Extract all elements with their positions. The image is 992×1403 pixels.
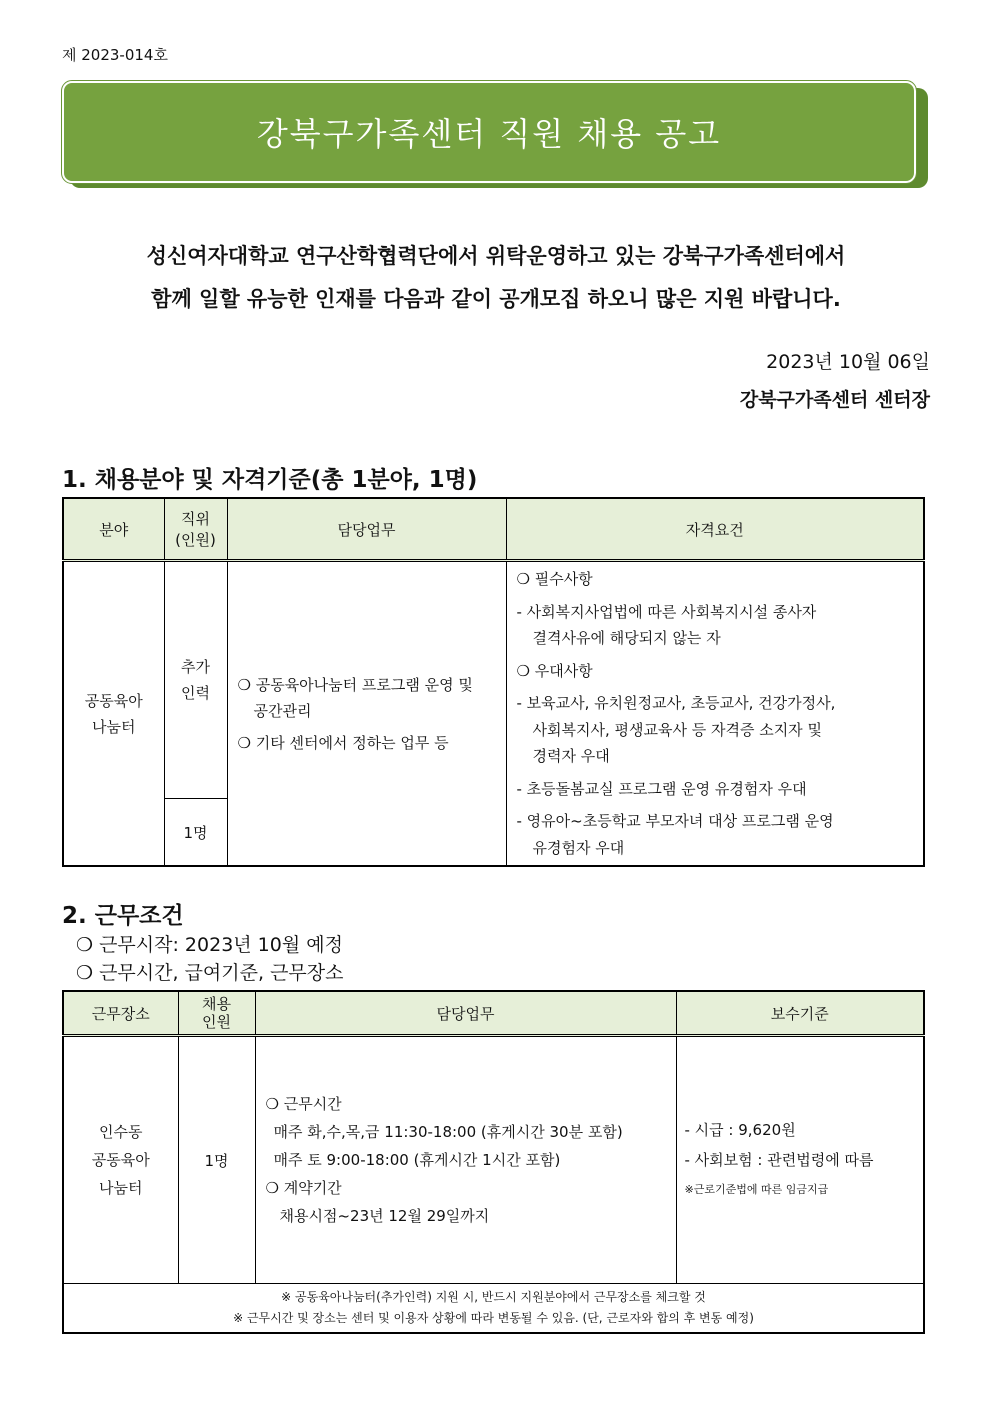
notes-cell (63, 1284, 924, 1334)
work-duties-cell (255, 1036, 676, 1284)
qualification-line: 유경험자 우대 (532, 838, 625, 857)
pay-cell (676, 1036, 924, 1284)
header-hire-line2: 인원 (202, 1013, 231, 1031)
header-position-line1: 직위 (181, 510, 210, 528)
work-start-bullet: ❍ 근무시작: 2023년 10월 예정 (76, 934, 343, 956)
work-duty-line: 매주 화,수,목,금 11:30-18:00 (휴게시간 30분 포함) (273, 1123, 623, 1141)
field-line1: 공동육아 (84, 691, 143, 710)
note-line: ※ 근무시간 및 장소는 센터 및 이용자 상황에 따라 변동될 수 있음. (단, 근로자와 합의 후 변동 예정) (233, 1311, 754, 1325)
qualification-line: - 보육교사, 유치원정교사, 초등교사, 건강가정사, (516, 694, 836, 712)
work-duty-line: ❍ 근무시간 (265, 1095, 342, 1113)
place-cell (63, 1036, 178, 1284)
count-cell: 1명 (164, 799, 227, 867)
header-field: 분야 (63, 498, 164, 561)
position-line1: 추가 (181, 658, 210, 676)
duty-line: 공간관리 (253, 701, 312, 720)
place-line1: 인수동 (99, 1123, 143, 1141)
duty-line: ❍ 기타 센터에서 정하는 업무 등 (237, 733, 449, 752)
qualification-line: ❍ 우대사항 (516, 661, 593, 680)
position-cell (164, 561, 227, 799)
position-line2: 인력 (181, 684, 210, 702)
qualification-line: - 초등돌봄교실 프로그램 운영 유경험자 우대 (516, 779, 807, 798)
section2-heading: 2. 근무조건 (62, 903, 184, 929)
qualification-line: 결격사유에 해당되지 않는 자 (532, 629, 721, 647)
notes-row (63, 1284, 924, 1334)
place-line3: 나눔터 (99, 1179, 143, 1197)
document-number: 제 2023-014호 (62, 46, 168, 64)
work-duty-line: ❍ 계약기간 (265, 1179, 342, 1197)
title-banner (62, 81, 916, 183)
header-position (164, 498, 227, 561)
intro-line-1: 성신여자대학교 연구산학협력단에서 위탁운영하고 있는 강북구가족센터에서 (146, 244, 846, 268)
header-place: 근무장소 (63, 991, 178, 1036)
pay-note: ※근로기준법에 따른 임금지급 (684, 1183, 829, 1196)
header-qualifications: 자격요건 (506, 498, 924, 561)
pay-line: - 사회보험 : 관련법령에 따름 (684, 1151, 874, 1169)
qualification-line: 경력자 우대 (532, 747, 610, 765)
work-conditions-table (62, 990, 925, 1334)
qualifications-cell (506, 561, 924, 867)
header-duties: 담당업무 (227, 498, 506, 561)
table-row (63, 1036, 924, 1284)
recruitment-table (62, 497, 925, 867)
page-title: 강북구가족센터 직원 채용 공고 (256, 115, 722, 153)
pay-line: - 시급 : 9,620원 (684, 1121, 796, 1139)
header-duties: 담당업무 (255, 991, 676, 1036)
field-cell (63, 561, 164, 867)
work-duty-line: 채용시점~23년 12월 29일까지 (279, 1207, 490, 1225)
signer: 강북구가족센터 센터장 (739, 389, 930, 411)
intro-line-2: 함께 일할 유능한 인재를 다음과 같이 공개모집 하오니 많은 지원 바랍니다. (151, 287, 841, 311)
qualification-line: - 사회복지사업법에 따른 사회복지시설 종사자 (516, 602, 817, 621)
qualification-line: - 영유아~초등학교 부모자녀 대상 프로그램 운영 (516, 812, 834, 830)
table-header-row (63, 991, 924, 1036)
header-position-line2: (인원) (175, 531, 216, 549)
place-line2: 공동육아 (91, 1151, 150, 1169)
qualification-line: ❍ 필수사항 (516, 570, 593, 588)
duty-line: ❍ 공동육아나눔터 프로그램 운영 및 (237, 675, 473, 694)
header-hire-line1: 채용 (202, 995, 231, 1013)
work-duty-line: 매주 토 9:00-18:00 (휴게시간 1시간 포함) (273, 1151, 561, 1169)
hire-count-cell: 1명 (178, 1036, 255, 1284)
section1-heading: 1. 채용분야 및 자격기준(총 1분야, 1명) (62, 467, 478, 493)
qualification-line: 사회복지사, 평생교육사 등 자격증 소지자 및 (532, 720, 822, 739)
announcement-date: 2023년 10월 06일 (766, 351, 930, 373)
table-header-row (63, 498, 924, 561)
table-row (63, 561, 924, 799)
header-pay: 보수기준 (676, 991, 924, 1036)
header-hire-count (178, 991, 255, 1036)
work-conditions-bullet: ❍ 근무시간, 급여기준, 근무장소 (76, 962, 344, 984)
field-line2: 나눔터 (92, 717, 136, 736)
duties-cell (227, 561, 506, 867)
note-line: ※ 공동육아나눔터(추가인력) 지원 시, 반드시 지원분야에서 근무장소를 체크할 것 (281, 1290, 706, 1304)
